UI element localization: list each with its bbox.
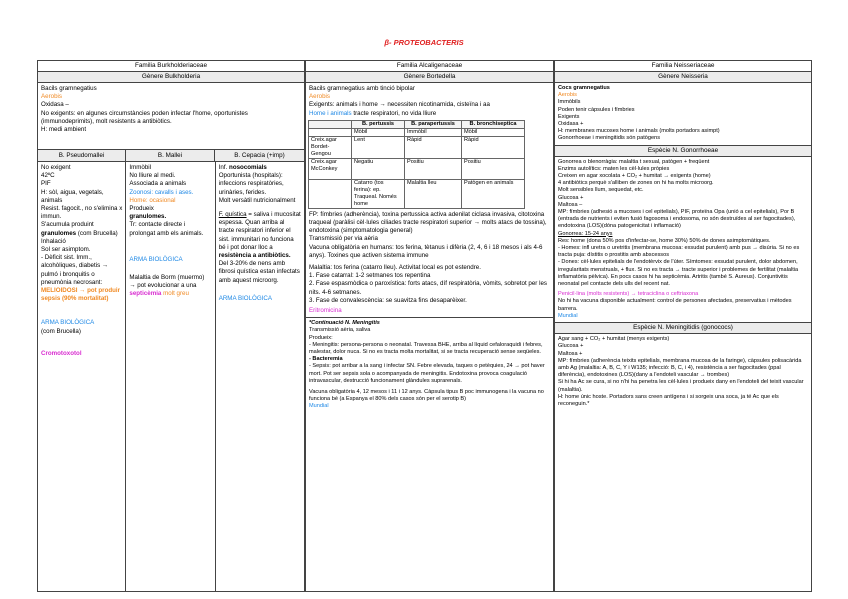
text-line: Molt sensibles llum, sequedat, etc. xyxy=(558,187,644,194)
text-line: Oxidasa + xyxy=(558,121,584,128)
table-cell xyxy=(309,179,352,208)
text-line: Produeix: xyxy=(309,334,333,341)
text-line: - Dones: cèl·lules epitelials de l'endotèrvix de l'úter. Símtomes: exsudat purulent, dolor abdomen, irregularitats menstruals, + flux. Si no es tracta → tracte superior i problemes de fertilitat (malaltia inflamatòria pèlvica). En pocs casos hi ha septicèmia. Artritis (també S. Aureus). Conjuntivitis neonatal pel contacte dels ulls del recent nat. xyxy=(558,259,799,288)
text-line: No exigent xyxy=(41,164,71,171)
text-line: 42ºC xyxy=(41,172,55,180)
text-line: Maltosa + xyxy=(558,350,583,357)
pseudomallei-col xyxy=(38,162,126,592)
bordetella-body xyxy=(306,209,553,317)
text-line: Home: ocasional xyxy=(129,196,176,204)
table-cell: Ràpid xyxy=(462,136,525,158)
text-line: Aerobis xyxy=(558,92,577,99)
genus-intro xyxy=(555,83,811,145)
family-alcaligenaceae xyxy=(305,60,554,592)
table-cell: Lent xyxy=(352,136,405,158)
text-line: Mundial xyxy=(558,312,578,319)
table-cell: Patògen en animals xyxy=(462,179,525,208)
text-line: Glucosa + xyxy=(558,343,584,350)
text-line: Enzims autolítics: maten les cèl·lules pròpies xyxy=(558,165,670,172)
text-line: Glucosa + xyxy=(558,194,584,201)
table-cell: Immòbil xyxy=(405,128,462,136)
genus-header: Gènere Bulkholderia xyxy=(38,72,304,83)
text-line: Immòbil xyxy=(129,164,152,171)
family-neisseriaceae xyxy=(554,60,812,592)
table-header-cell: B. pertussis xyxy=(352,120,405,128)
text-line: H: sòl, aigua, vegetals, animals xyxy=(41,188,104,204)
text-span: (com Brucella) xyxy=(77,229,118,237)
text-span: = saliva i mucositat espessa. Quan arriba al tracte respiratori inferior el sist. immunitari no funciona bé i pot donar lloc a xyxy=(218,211,301,251)
text-span: Inf. xyxy=(218,164,228,171)
species-header: B. Pseudomallei xyxy=(38,150,126,161)
text-line: MP: fímbries (adhesió a mucoses i cel epitelials), PIF, proteïna Opa (unió a cel epitelials), Por B (entrada de nutrients i eviten fusió fagosoma i endosoma, no són destruïdes al ser fagocitades), endotoxina (LOS)(dóna patogenicitat i inflamació) xyxy=(558,209,796,230)
text-line: Bacils gramnegatius amb tinció bipolar xyxy=(309,85,415,92)
text-line: Zoonosi: cavalls i ases. xyxy=(129,188,194,196)
text-line: Tr: contacte directe i prolongat amb els animals. xyxy=(129,221,204,237)
table-cell: Positiu xyxy=(462,158,525,179)
text-line: (com Brucella) xyxy=(41,327,81,335)
text-line: Oportunista (hospitals): infeccions respiratòries, urinàries, ferides. xyxy=(218,172,284,196)
text-line: Exigents: animals i home → necessiten nicotinamida, cisteïna i aa xyxy=(309,101,490,109)
family-burkholderiaceae xyxy=(37,60,305,592)
text-line: H: membranes mucoses home i animals (molts portadors asimpt) xyxy=(558,128,720,135)
text-line: Associada a animals xyxy=(129,180,187,188)
species-header: Espècie N. Gonorrhoeae xyxy=(555,145,811,157)
text-line: Creixen en agar xocolata + CO₂ + humitat → exigents (home) xyxy=(558,173,711,180)
text-line: - Dèficit sist. Imm., alcohòliques, diabetis → pulmó i bronquitis o pneumònia necrosant: xyxy=(41,254,109,286)
intro-line: H: medi ambient xyxy=(41,126,87,134)
text-line: 2. Fase espasmòdica o paroxística: forts atacs, díf respiratòria, vòmits, sobretot per les nits. 4-6 setmanes. xyxy=(309,280,547,296)
text-line: MELIOIDOSI → pot produir sepsis (90% mortalitat) xyxy=(41,287,121,303)
text-line: 4 antibiòtics perquè s'alliben de zones on hi ha molts microorg. xyxy=(558,180,714,187)
text-line: Vacuna obligatòria en humans: tos ferina, tètanus i difèria (2, 4, 6 i 18 mesos i als 4-6 anys). Toxines que activen sistema immune xyxy=(309,243,543,259)
page-title: β- PROTEOBACTERIS xyxy=(384,38,464,47)
text-line: - Bacteremia xyxy=(309,356,343,363)
table-cell: Creix.agar Bordet-Gengou xyxy=(309,136,352,158)
text-line: Gonorrea o blenorràgia: malaltia t sexual, patògen + freqüent xyxy=(558,158,710,165)
text-span: tracte respiratori, no vida lliure xyxy=(353,109,437,117)
table-cell: Mòbil xyxy=(352,128,405,136)
text-line: - Homes: infl uretra o uretritis (membrana mucosa: exsudat purulent) amb pus → disúria. Si no es tracta puja: dístitis o prostitis amb abscessos xyxy=(558,245,800,259)
family-header: Familia Alcaligenaceae xyxy=(306,61,553,72)
cepacia-col xyxy=(216,162,304,592)
gonorrhoeae-block xyxy=(555,157,811,322)
text-line: - Sepsis: pot arribar a la sang i infectar SN. Febre elevada, taques o petèquies, 24 → pot haver mort. Pot ser sepsis sola o acompanyada de meningitis. Endotoxina provoca coagulació intravascular, destrucció funcionament glàndules suprarenals. xyxy=(309,363,545,384)
table-cell: Ràpid xyxy=(405,136,462,158)
text-line: Cocs gramnegatius xyxy=(558,85,610,91)
text-line: Poden tenir càpsules i fímbries xyxy=(558,106,635,113)
text-line: Malaltia: tos ferina (catarro lleu). Activitat local es pot estendre. xyxy=(309,264,481,272)
table-header-row xyxy=(309,120,525,128)
text-line: No lliure al medi. xyxy=(129,172,176,180)
text-line: 3. Fase de convalescència: se suavitza fins desaparèixer. xyxy=(309,296,467,304)
genus-intro xyxy=(38,83,304,149)
species-header: B. Mallei xyxy=(126,150,215,161)
species-header: Espècie N. Meningitidis (gonococs) xyxy=(555,322,811,334)
text-line: *Continuació N. Meningitis xyxy=(309,320,380,327)
text-span: Home i animals xyxy=(309,109,352,117)
text-line: No hi ha vacuna disponible actualment: control de persones afectades, preservatius i mètodes barrera. xyxy=(558,298,792,312)
text-line: Agar sang + CO₂ + humitat (menys exigents) xyxy=(558,336,670,343)
text-line: PIF xyxy=(41,180,51,188)
text-line: Sol ser asimptom. xyxy=(41,246,91,254)
genus-intro xyxy=(306,83,553,118)
text-line: ARMA BIOLÒGICA xyxy=(41,319,95,327)
genus-header: Gènere Neisseria xyxy=(555,72,811,83)
text-line: Exigents xyxy=(558,113,580,120)
text-line: FP: fímbries (adherència), toxina pertussica activa adenilat ciclasa invasiva, citotoxina traqueal (paràlisi cèl·lules ciliades tracte respiratori superior → molts atacs de tossina), endotoxina (simptomatologia general) xyxy=(309,210,547,235)
text-span: nosocomials xyxy=(229,164,267,171)
text-line: Cromotoxotol xyxy=(41,349,82,357)
text-line: 1. Fase catarral: 1-2 setmanes tos repentina xyxy=(309,272,431,280)
species-columns xyxy=(38,162,304,592)
text-line: - Meningitis: persona-persona o neonatal. Travessa BHE, arriba al líquid cefaloraquidi i febres, malestar, dolor nuca. Si no es tracta molta mortalitat, si se tracta recuperació sense seqüeles. xyxy=(309,341,543,356)
intro-line: Bacils gramnegatius xyxy=(41,85,97,92)
text-line: Immòbils xyxy=(558,99,581,106)
text-line: Si hi ha Ac se cura, si no n'hi ha penetra les cèl·lules i produeix dany en l'endoteli del teixit vascular (malaltia). xyxy=(558,379,804,393)
text-line: MP: fímbries (adherència teixits epitelials, membrana mucosa de la faringe), càpsules polisacàrida amb Ag (malaltia: A, B, C, Y i W135; infecció: B, C, i 4), resistència a ser fagocitades (ppal diferència), endotoxines (LOS)(dany a l'endoteli vascular → trombes) xyxy=(558,357,802,379)
table-cell: Catarro (tos ferina): ep. Traqueal. Només home xyxy=(352,179,405,208)
text-line: Mundial xyxy=(309,403,329,410)
bordetella-table xyxy=(308,120,525,209)
text-line: Penicil·lina (molts resistents) → tetraciclina o ceftriaxona xyxy=(558,291,699,298)
table-cell xyxy=(309,128,352,136)
text-line: Resist. fagocit., no s'elimina x immun. xyxy=(41,205,123,221)
text-line: Del 3-20% de nens amb fibrosi quística estan infectats amb aquest microorg. xyxy=(218,260,300,284)
table-header-cell xyxy=(309,120,352,128)
text-line: Produeix xyxy=(129,205,154,213)
text-line: Transmissió per via aèria xyxy=(309,235,378,243)
text-line: Aerobis xyxy=(309,93,330,101)
species-headers xyxy=(38,149,304,162)
text-line: Gonorrea: 15-24 anys xyxy=(558,230,613,237)
text-line: Transmissió aèria, saliva xyxy=(309,327,371,334)
text-line: granulomes. xyxy=(129,213,167,221)
meningitis-continuation xyxy=(306,317,553,412)
text-line: ARMA BIOLÒGICA xyxy=(129,255,183,263)
table-row xyxy=(309,136,525,158)
table-cell: Malaltia lleu xyxy=(405,179,462,208)
family-header: Familia Burkholderiaceae xyxy=(38,61,304,72)
intro-line: No exigents: en algunes circumstàncies poden infectar l'home, oportunistes (immunodeprimits), molt resistents a antibiòtics. xyxy=(41,109,248,125)
species-header: B. Cepacia (+imp) xyxy=(234,152,285,159)
text-line: H: home únic hoste. Portadors sans creen antígens i si sorgeix una soca, ja té Ac que els reconeguin.* xyxy=(558,393,779,407)
text-line: Molt versàtil nutricionalment xyxy=(218,196,296,204)
text-line: Eritromicina xyxy=(309,307,342,315)
text-line: Inhalació xyxy=(41,237,66,245)
intro-line: Aerobis xyxy=(41,93,62,101)
text-line: Gonorrhoeae i meningitidis són patògens xyxy=(558,135,660,142)
text-span: granulomes xyxy=(41,229,77,237)
table-cell: Mòbil xyxy=(462,128,525,136)
intro-line: Oxidasa – xyxy=(41,101,69,109)
table-row xyxy=(309,179,525,208)
text-line: Res: home (dona 50% pos d'infectar-se, home 30%) 50% de dones asimptomàtiques. xyxy=(558,237,771,244)
table-row xyxy=(309,128,525,136)
table-row xyxy=(309,158,525,179)
family-header: Familia Neisseriaceae xyxy=(555,61,811,72)
table-cell: Negatiu xyxy=(352,158,405,179)
table-header-cell: B. parapertussis xyxy=(405,120,462,128)
text-line: resistència a antibiòtics. xyxy=(218,252,291,260)
genus-header: Gènere Bortedella xyxy=(306,72,553,83)
table-header-cell: B. bronchiseptica xyxy=(462,120,525,128)
text-span: septicèmia xyxy=(129,290,162,298)
text-span: molt greu xyxy=(163,290,189,298)
table-cell: Positiu xyxy=(405,158,462,179)
text-line: Maltosa – xyxy=(558,201,583,208)
table-cell: Creix.agar McConkey xyxy=(309,158,352,179)
text-line: Malaltia de Borm (muermo) → pot evolucionar a una xyxy=(129,274,205,290)
text-line: ARMA BIOLÒGICA xyxy=(218,294,272,302)
meningitidis-block xyxy=(555,334,811,410)
text-span: F. quística xyxy=(218,211,247,219)
text-line: Vacuna obligatòria 4, 12 mesos i 11 i 12 anys. Càpsula tipus B poc immunogena i la vacuna no funciona bé (a Espanya el 80% dels casos són per el serotip B) xyxy=(309,389,544,403)
mallei-col xyxy=(126,162,215,592)
text-line: S'acumula produint xyxy=(41,221,94,229)
